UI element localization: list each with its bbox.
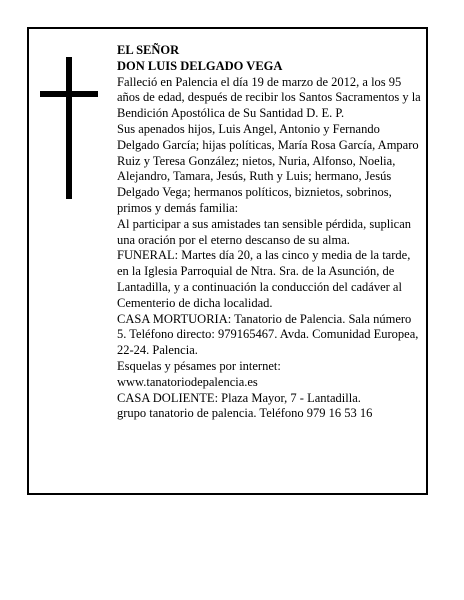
grieving-home: CASA DOLIENTE: Plaza Mayor, 7 - Lantadilla. xyxy=(117,390,361,405)
cross-icon xyxy=(40,57,98,199)
obituary-text xyxy=(117,43,423,422)
internet-condolences: Esquelas y pésames por internet: www.tanatoriodepalencia.es xyxy=(117,358,281,389)
mortuary-info: CASA MORTUORIA: Tanatorio de Palencia. Sala número 5. Teléfono directo: 979165467. Avda. Comunidad Europea, 22-24. Palencia. xyxy=(117,311,419,358)
title-line-1: EL SEÑOR xyxy=(117,43,180,57)
funeral-info: FUNERAL: Martes día 20, a las cinco y media de la tarde, en la Iglesia Parroquial de Ntra. Sra. de la Asunción, de Lantadilla, y a continuación la conducción del cadáver al Cementerio de dicha localidad. xyxy=(117,248,411,310)
deceased-name: DON LUIS DELGADO VEGA xyxy=(117,58,283,73)
death-announcement: Falleció en Palencia el día 19 de marzo de 2012, a los 95 años de edad, después de recibir los Santos Sacramentos y la Bendición Apostólica de Su Santidad D. E. P. xyxy=(117,74,421,121)
family-list: Sus apenados hijos, Luis Angel, Antonio y Fernando Delgado García; hijas políticas, María Rosa García, Amparo Ruiz y Teresa González; nietos, Nuria, Alfonso, Noelia, Alejandro, Tamara, Jesús, Ruth y Luis; hermano, Jesús Delgado Vega; hermanos políticos, biznietos, sobrinos, primos y demás familia: xyxy=(117,121,419,215)
prayer-request: Al participar a sus amistades tan sensible pérdida, suplican una oración por el eterno descanso de su alma. xyxy=(117,216,412,247)
obituary-frame xyxy=(27,27,428,495)
funeral-home-contact: grupo tanatorio de palencia. Teléfono 979 16 53 16 xyxy=(117,406,373,421)
